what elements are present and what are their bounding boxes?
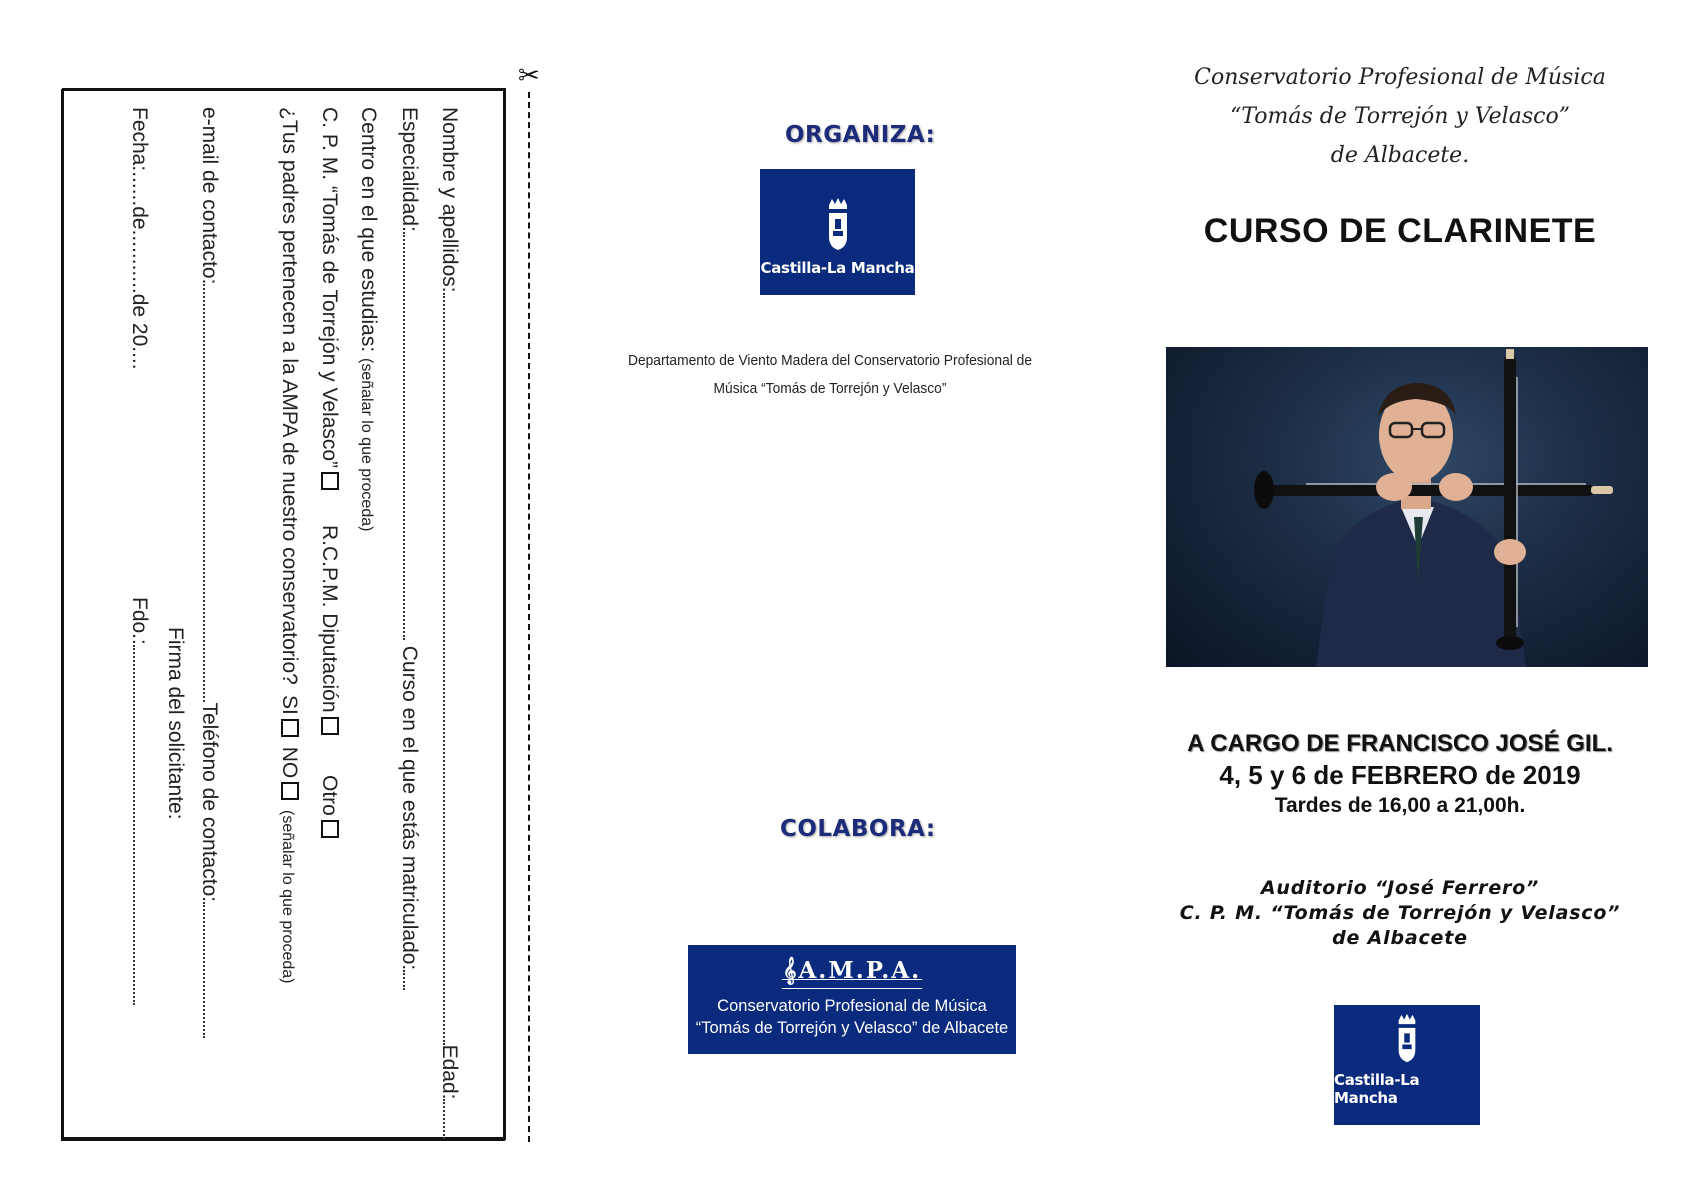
- castilla-la-mancha-logo-bottom: [1334, 1005, 1480, 1125]
- ampa-question: ¿Tus padres pertenecen a la AMPA de nuestro conservatorio?: [278, 107, 301, 685]
- school-label: Centro en el que estudias:: [357, 107, 380, 353]
- course-details: [1140, 728, 1660, 821]
- form-row-name: [433, 107, 465, 1107]
- colabora-label: COLABORA:: [780, 816, 936, 842]
- venue-line-1: Auditorio “José Ferrero”: [1260, 877, 1540, 899]
- option-rcpm: [313, 525, 345, 739]
- name-field[interactable]: [443, 293, 465, 1045]
- conserv-line-3: de Albacete.: [1330, 143, 1470, 168]
- yes-label: SI: [278, 695, 301, 715]
- date-label: Fecha:......de...........de 20....: [128, 107, 151, 370]
- course-dates: 4, 5 y 6 de FEBRERO de 2019: [1219, 760, 1581, 790]
- specialty-field[interactable]: [403, 232, 425, 640]
- option-other: [313, 775, 345, 842]
- ampa-hint: (señalar lo que proceda): [279, 810, 296, 984]
- checkbox-icon[interactable]: [321, 472, 339, 490]
- clarinetist-photo: [1166, 347, 1648, 667]
- course-field[interactable]: [403, 970, 425, 990]
- treble-clef-icon: 𝄞: [782, 957, 799, 984]
- jccm-text: Castilla-La Mancha: [1334, 1071, 1420, 1107]
- venue: [1140, 876, 1660, 951]
- crown-shield-icon: [823, 197, 853, 251]
- signed-label: Fdo.:: [128, 597, 151, 645]
- cut-line: [528, 92, 530, 1142]
- signed-group: [123, 597, 155, 1005]
- email-label: e-mail de contacto:: [198, 107, 221, 285]
- option-rcpm-label: R.C.P.M. Diputación: [318, 525, 341, 713]
- castilla-la-mancha-logo: [760, 169, 915, 295]
- checkbox-icon[interactable]: [281, 782, 299, 800]
- conserv-line-1: Conservatorio Profesional de Música: [1194, 65, 1606, 90]
- conservatory-heading: [1180, 58, 1620, 175]
- no-label: NO: [278, 746, 301, 779]
- ampa-title-text: A.M.P.A.: [798, 957, 922, 984]
- form-row-school-options: [313, 107, 345, 1107]
- staff-lines: [782, 979, 922, 989]
- signed-field[interactable]: [133, 645, 155, 1005]
- phone-field[interactable]: [203, 902, 225, 1038]
- department-text: [628, 347, 1033, 403]
- ampa-line-2: “Tomás de Torrejón y Velasco” de Albacete: [695, 1019, 1009, 1037]
- clarinetist-illustration: [1166, 347, 1648, 667]
- organiza-label: ORGANIZA:: [785, 122, 936, 148]
- venue-line-3: de Albacete: [1332, 927, 1468, 949]
- checkbox-icon[interactable]: [321, 820, 339, 838]
- venue-line-2: C. P. M. “Tomás de Torrejón y Velasco”: [1179, 902, 1621, 924]
- option-cpm: [313, 107, 345, 494]
- form-row-school: [352, 107, 384, 1107]
- form-row-contact: [193, 107, 225, 1107]
- ampa-options: [271, 695, 305, 983]
- crown-shield-icon: [1393, 1013, 1421, 1063]
- registration-form: [65, 92, 505, 1132]
- form-row-specialty: [393, 107, 425, 1107]
- age-label: Edad:: [438, 1044, 461, 1100]
- dept-line-1: Departamento de Viento Madera del Conservatorio Profesional de: [627, 352, 1033, 369]
- course-label: Curso en el que estás matriculado:: [398, 645, 421, 971]
- option-other-label: Otro: [318, 775, 341, 816]
- specialty-label: Especialidad:: [398, 107, 421, 232]
- name-label: Nombre y apellidos:: [438, 107, 461, 293]
- ampa-logo: [688, 945, 1016, 1054]
- dept-line-2: Música “Tomás de Torrejón y Velasco”: [713, 380, 947, 397]
- checkbox-icon[interactable]: [321, 717, 339, 735]
- email-field[interactable]: [203, 284, 225, 702]
- school-hint: (señalar lo que proceda): [358, 358, 375, 532]
- phone-label: Teléfono de contacto:: [198, 702, 221, 903]
- teacher-name: A CARGO DE FRANCISCO JOSÉ GIL.: [1187, 730, 1613, 757]
- checkbox-icon[interactable]: [281, 719, 299, 737]
- form-row-signature: [159, 107, 191, 1107]
- form-row-ampa: [273, 107, 305, 1107]
- form-row-date: [123, 107, 155, 1107]
- course-hours: Tardes de 16,00 a 21,00h.: [1274, 794, 1526, 817]
- conserv-line-2: “Tomás de Torrejón y Velasco”: [1230, 104, 1570, 129]
- course-title: CURSO DE CLARINETE: [1203, 212, 1597, 250]
- signature-label: Firma del solicitante:: [164, 627, 187, 820]
- ampa-line-1: Conservatorio Profesional de Música: [717, 997, 987, 1015]
- scissors-icon: ✂: [518, 60, 540, 90]
- age-field[interactable]: [443, 1099, 465, 1139]
- jccm-text: Castilla-La Mancha: [760, 259, 915, 277]
- option-cpm-label: C. P. M. “Tomás de Torrejón y Velasco”: [318, 107, 341, 469]
